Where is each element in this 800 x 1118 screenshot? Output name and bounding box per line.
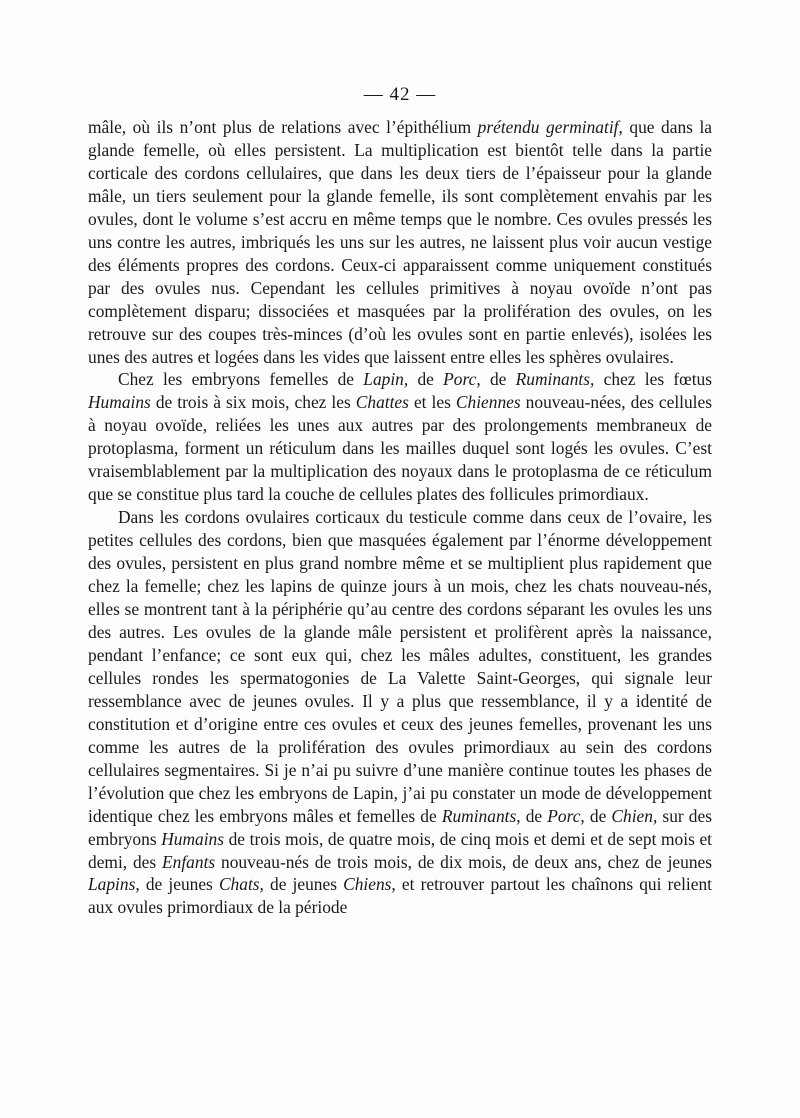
italic-term: Chiens, bbox=[343, 874, 396, 895]
text-segment: de bbox=[408, 369, 444, 390]
text-segment: et retrouver partout les chaînons qui relient aux ovules primordiaux de la période bbox=[88, 874, 712, 918]
text-segment: de jeunes bbox=[139, 874, 219, 895]
paragraph bbox=[88, 368, 712, 506]
text-segment: de jeunes bbox=[263, 874, 344, 895]
paragraph bbox=[88, 506, 712, 919]
text-segment: sur des embryons bbox=[88, 805, 712, 849]
italic-term: Lapins, bbox=[88, 874, 140, 895]
italic-term: Porc, bbox=[547, 805, 585, 826]
text-segment: nouveau-nés de trois mois, de dix mois, de deux ans, chez de jeunes bbox=[215, 851, 713, 872]
italic-term: Chats, bbox=[218, 874, 264, 895]
text-segment: Dans les cordons ovulaires corticaux du testicule comme dans ceux de l’ovaire, les petites cellules des cordons, bien que masquées également par l’énorme développement des ovules, persistent en plus grand nombre même et se multiplient plus rapidement que chez la femelle; chez les lapins de quinze jours à un mois, chez les chats nouveau-nés, elles se montrent tant à la périphérie qu’au centre des cordons séparant les ovules les uns des autres. Les ovules de la glande mâle persistent et prolifèrent après la naissance, pendant l’enfance; ce sont eux qui, chez les mâles adultes, constituent, les grandes cellules rondes les spermatogonies de La Valette Saint-Georges, qui signale leur ressemblance avec de jeunes ovules. Il y a plus que ressemblance, il y a identité de constitution et d’origine entre ces ovules et ceux des jeunes femelles, provenant les uns comme les autres de la prolifération des ovules primordiaux au sein des cordons cellulaires segmentaires. Si je n’ai pu suivre d’une manière continue toutes les phases de l’évolution que chez les embryons de Lapin, j’ai pu constater un mode de développement identique chez les embryons mâles et femelles de bbox=[88, 507, 712, 826]
text-segment: nouveau-nées, des cellules à noyau ovoïde, reliées les unes aux autres par des prolongements membraneux de protoplasma, forment un réticulum dans les mailles duquel sont logés les ovules. C’est vraisemblablement par la multiplication des noyaux dans le protoplasma de ce réticulum que se constitue plus tard la couche de cellules plates des follicules primordiaux. bbox=[88, 392, 712, 505]
text-segment: chez les fœtus bbox=[594, 369, 712, 390]
italic-term: Ruminants, bbox=[515, 369, 595, 390]
italic-term: Humains bbox=[161, 828, 224, 849]
italic-term: Lapin, bbox=[363, 369, 409, 390]
page-number: — 42 — bbox=[363, 84, 437, 105]
text-segment: et les bbox=[408, 392, 456, 413]
italic-term: Chien, bbox=[611, 805, 658, 826]
body-text bbox=[88, 116, 712, 919]
italic-term: Chiennes bbox=[455, 392, 521, 413]
italic-term: Ruminants, bbox=[441, 805, 521, 826]
text-segment: mâle, où ils n’ont plus de relations avec l’épithélium bbox=[88, 117, 478, 137]
italic-term: Humains bbox=[88, 392, 151, 413]
text-segment: de bbox=[584, 805, 612, 826]
text-segment: de trois à six mois, chez les bbox=[150, 392, 356, 413]
text-segment: de bbox=[480, 369, 516, 390]
italic-term: Enfants bbox=[162, 851, 216, 872]
text-segment: Chez les embryons femelles de bbox=[118, 369, 364, 390]
paragraph bbox=[88, 116, 712, 368]
text-segment: de bbox=[520, 805, 548, 826]
italic-term: Chattes bbox=[355, 392, 409, 413]
italic-term: Porc, bbox=[443, 369, 481, 390]
text-segment: , que dans la glande femelle, où elles persistent. La multiplication est bientôt telle dans la partie corticale des cordons cellulaires, que dans les deux tiers de l’épaisseur pour la glande mâle, un tiers seulement pour la glande femelle, ils sont complètement envahis par les ovules, dont le volume s’est accru en même temps que le nombre. Ces ovules pressés les uns contre les autres, imbriqués les uns sur les autres, ne laissent plus voir aucun vestige des éléments propres des cordons. Ceux-ci apparaissent comme uniquement constitués par des ovules nus. Cependant les cellules primitives à noyau ovoïde n’ont pas complètement disparu; dissociées et masquées par la prolifération des ovules, on les retrouve sur des coupes très-minces (d’où les ovules sont en partie enlevés), isolées les unes des autres et logées dans les vides que laissent entre elles les sphères ovulaires. bbox=[88, 117, 713, 367]
italic-term: prétendu germinatif bbox=[477, 117, 619, 137]
text-segment: de trois mois, de quatre mois, de cinq mois et demi et de sept mois et demi, des bbox=[88, 828, 712, 872]
